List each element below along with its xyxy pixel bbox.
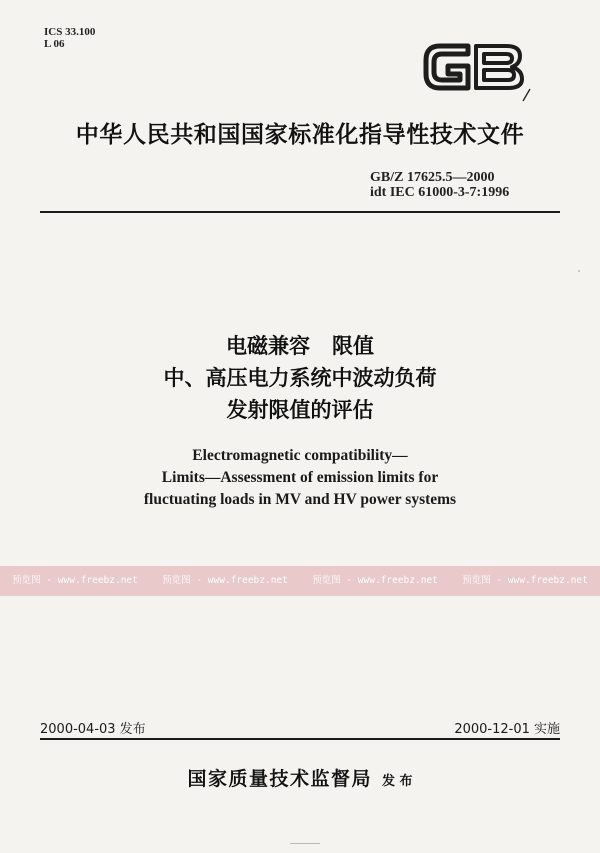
scan-speck (578, 270, 580, 272)
standard-codes (370, 170, 509, 200)
issue-action: 发 布 (381, 774, 413, 789)
watermark-text: 预览图 - www.freebz.net (12, 575, 138, 586)
ccs-code: L 06 (44, 38, 65, 50)
issuing-organization: 国家质量技术监督局 (187, 768, 372, 790)
english-title-line-2: Limits—Assessment of emission limits for (161, 469, 439, 486)
implementation-date: 2000-12-01 实施 (454, 722, 560, 737)
issue-date: 2000-04-03 发布 (40, 722, 146, 737)
english-title-line-3: fluctuating loads in MV and HV power systems (143, 491, 457, 508)
chinese-title-line-2: 中、高压电力系统中波动负荷 (163, 366, 437, 390)
chinese-title (0, 330, 600, 426)
chinese-title-line-3: 发射限值的评估 (226, 398, 374, 422)
document-type-heading: 中华人民共和国国家标准化指导性技术文件 (75, 122, 525, 148)
logo-mark (521, 88, 531, 102)
watermark-band (0, 566, 600, 596)
watermark-text: 预览图 - www.freebz.net (312, 575, 438, 586)
ics-code: ICS 33.100 (44, 26, 96, 38)
footer-divider (40, 738, 560, 740)
watermark-text: 预览图 - www.freebz.net (462, 575, 588, 586)
english-title-line-1: Electromagnetic compatibility— (192, 447, 408, 464)
watermark-text: 预览图 - www.freebz.net (162, 575, 288, 586)
scan-speck (290, 843, 320, 844)
gb-logo (418, 36, 528, 98)
issuer-line (0, 764, 600, 791)
chinese-title-line-1: 电磁兼容 限值 (226, 334, 374, 358)
standard-number: GB/Z 17625.5—2000 (370, 170, 495, 185)
standard-equivalence: idt IEC 61000-3-7:1996 (370, 185, 510, 200)
classification-codes (44, 26, 95, 50)
english-title (0, 445, 600, 511)
header-divider (40, 211, 560, 213)
